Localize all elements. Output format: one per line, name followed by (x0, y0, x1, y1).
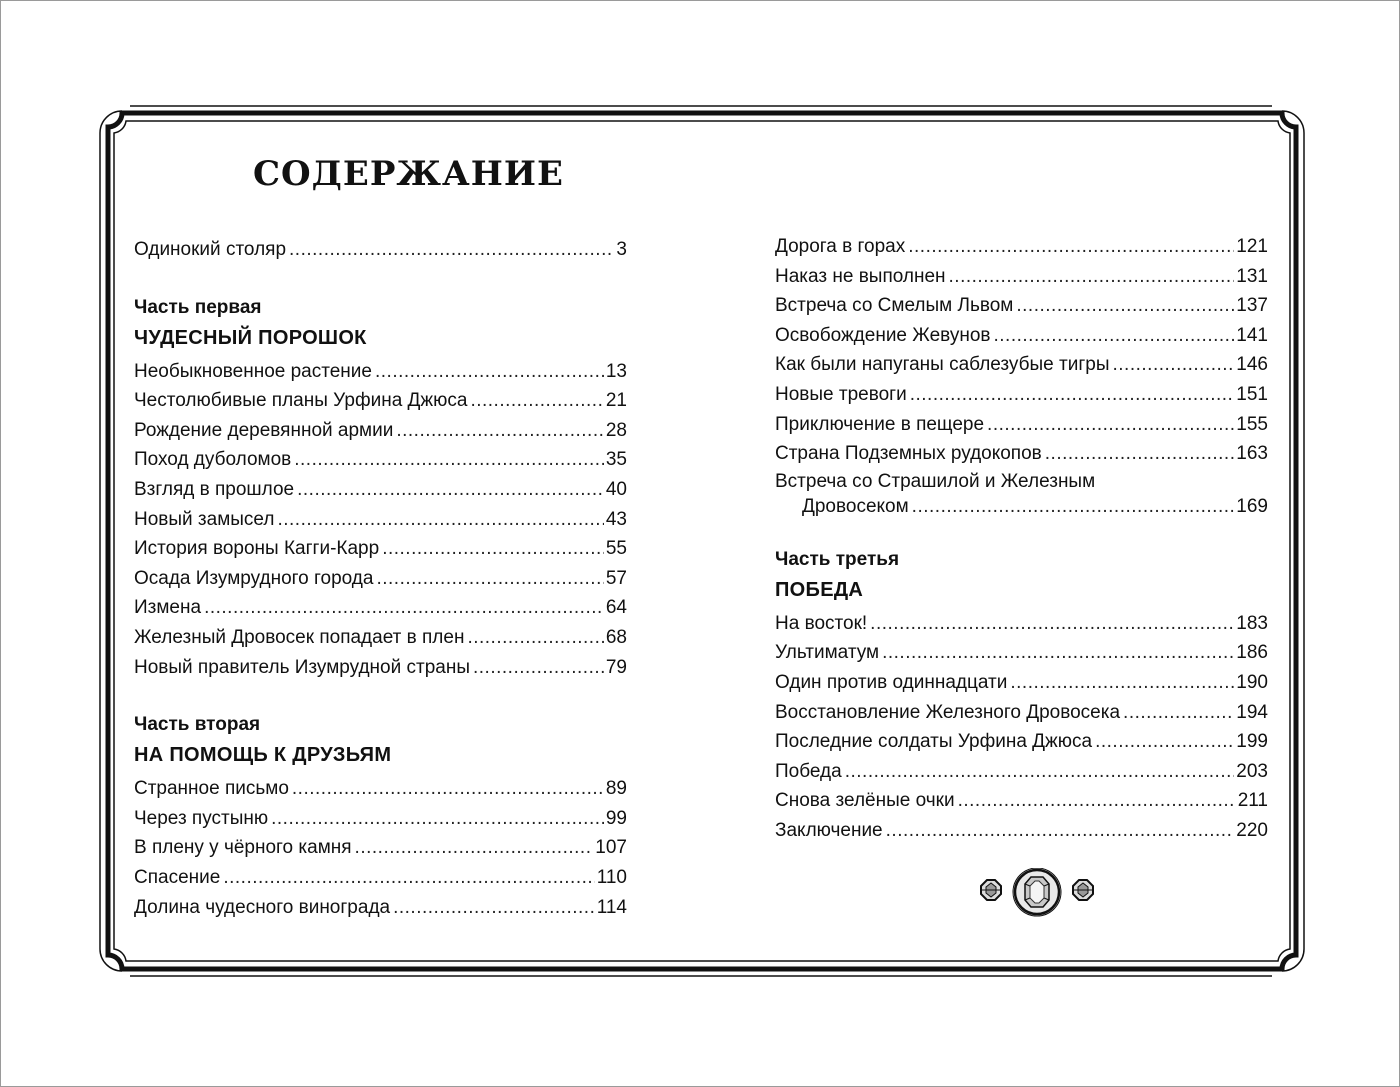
entry-page: 194 (1236, 701, 1268, 723)
toc-entry[interactable] (775, 638, 1268, 668)
entry-page: 68 (605, 626, 627, 648)
toc-entry[interactable] (134, 416, 627, 446)
toc-entry[interactable] (134, 357, 627, 387)
part-two-label: Часть вторая (134, 714, 261, 736)
dot-leader (987, 410, 1234, 440)
dot-leader (958, 786, 1236, 816)
entry-page: 13 (605, 360, 627, 382)
dot-leader (1113, 350, 1235, 380)
entry-title: Одинокий столяр (134, 239, 287, 260)
dot-leader (1095, 727, 1234, 757)
entry-page: 137 (1236, 295, 1268, 317)
toc-entry[interactable] (775, 321, 1268, 351)
toc-entry[interactable] (775, 291, 1268, 321)
entry-page: 89 (605, 778, 627, 800)
dot-leader (382, 534, 604, 564)
entry-title: Освобождение Жевунов (775, 324, 991, 346)
toc-right-column (775, 232, 1268, 846)
entry-title: Ультиматум (775, 642, 880, 664)
dot-leader (294, 445, 604, 475)
entry-title: Долина чудесного винограда (134, 896, 391, 918)
dot-leader (908, 232, 1234, 262)
toc-entry[interactable] (775, 439, 1268, 469)
entry-page: 220 (1236, 819, 1268, 841)
entry-title: Рождение деревянной армии (134, 419, 394, 441)
entry-title: Измена (134, 597, 202, 619)
dot-leader (1123, 698, 1234, 728)
toc-entry[interactable] (775, 380, 1268, 410)
entry-title: Железный Дровосек попадает в плен (134, 626, 465, 648)
part-one-title: ЧУДЕСНЫЙ ПОРОШОК (134, 326, 367, 349)
part-three-title: ПОБЕДА (775, 578, 864, 601)
entry-page: 55 (605, 538, 627, 560)
large-gem-icon (1013, 868, 1061, 916)
dot-leader (277, 505, 603, 535)
entry-page: 21 (605, 390, 627, 412)
toc-left-column (134, 235, 627, 922)
entry-page: 99 (605, 807, 627, 829)
entry-title: Последние солдаты Урфина Джюса (775, 731, 1093, 753)
part-two-chapters (134, 774, 627, 922)
toc-entry[interactable] (134, 505, 627, 535)
entry-title: Один против одиннадцати (775, 671, 1008, 693)
page-title: СОДЕРЖАНИЕ (253, 154, 564, 194)
toc-entry[interactable] (775, 786, 1268, 816)
dot-leader (289, 235, 614, 265)
entry-title: История вороны Кагги-Карр (134, 538, 380, 560)
entry-title: На восток! (775, 612, 868, 634)
dot-leader (297, 475, 604, 505)
dot-leader (223, 863, 594, 893)
entry-title: Наказ не выполнен (775, 265, 946, 287)
entry-title: Через пустыню (134, 807, 269, 829)
entry-page: 79 (605, 656, 627, 678)
entry-page: 146 (1236, 354, 1268, 376)
entry-title: Странное письмо (134, 778, 289, 800)
toc-entry[interactable] (775, 816, 1268, 846)
entry-page: 183 (1236, 612, 1268, 634)
entry-title: Взгляд в прошлое (134, 478, 295, 500)
toc-entry[interactable] (775, 609, 1268, 639)
toc-entry[interactable] (134, 534, 627, 564)
dot-leader (355, 833, 594, 863)
dot-leader (870, 609, 1234, 639)
entry-page: 155 (1236, 413, 1268, 435)
toc-entry[interactable] (134, 893, 627, 923)
entry-page: 121 (1236, 236, 1268, 257)
entry-page: 186 (1236, 642, 1268, 664)
entry-title: Новый замысел (134, 508, 275, 530)
dot-leader (271, 804, 604, 834)
entry-page: 114 (596, 896, 627, 918)
entry-page: 203 (1236, 760, 1268, 782)
entry-title: Дорога в горах (775, 236, 906, 257)
dot-leader (910, 380, 1235, 410)
entry-page: 211 (1237, 790, 1268, 812)
entry-page: 57 (605, 567, 627, 589)
toc-entry[interactable] (134, 653, 627, 683)
dot-leader (473, 653, 604, 683)
dot-leader (1010, 668, 1234, 698)
entry-page: 107 (595, 837, 627, 859)
entry-title: Необыкновенное растение (134, 360, 372, 382)
dot-leader (292, 774, 604, 804)
dot-leader (994, 321, 1235, 351)
toc-entry-prologue[interactable] (134, 235, 627, 265)
dot-leader (467, 623, 603, 653)
toc-entry[interactable] (134, 623, 627, 653)
dot-leader (886, 816, 1235, 846)
entry-page: 110 (596, 866, 627, 888)
entry-page: 35 (605, 449, 627, 471)
entry-title: Снова зелёные очки (775, 790, 955, 812)
dot-leader (1016, 291, 1234, 321)
entry-title: Новые тревоги (775, 383, 907, 405)
entry-title: Спасение (134, 866, 221, 888)
entry-page: 151 (1236, 383, 1268, 405)
entry-page: 169 (1236, 495, 1268, 517)
entry-title: Восстановление Железного Дровосека (775, 701, 1121, 723)
part-three-label: Часть третья (775, 548, 900, 570)
small-gem-icon (1073, 880, 1093, 900)
dot-leader (845, 757, 1235, 787)
dot-leader (375, 357, 604, 387)
toc-entry[interactable] (134, 564, 627, 594)
toc-entry[interactable] (134, 804, 627, 834)
toc-entry[interactable] (775, 232, 1268, 262)
dot-leader (912, 494, 1235, 519)
dot-leader (393, 893, 595, 923)
dot-leader (882, 638, 1234, 668)
dot-leader (470, 386, 603, 416)
toc-entry[interactable] (775, 262, 1268, 292)
part-two-chapters-continued (775, 232, 1268, 469)
toc-entry[interactable] (775, 410, 1268, 440)
dot-leader (1045, 439, 1235, 469)
entry-title: Осада Изумрудного города (134, 567, 374, 589)
part-three-chapters (775, 609, 1268, 846)
entry-page: 3 (616, 239, 627, 260)
toc-entry[interactable] (775, 350, 1268, 380)
entry-page: 64 (605, 597, 627, 619)
toc-entry-long[interactable] (775, 469, 1268, 519)
toc-entry[interactable] (134, 774, 627, 804)
entry-page: 163 (1236, 443, 1268, 465)
entry-title: Как были напуганы саблезубые тигры (775, 354, 1110, 376)
entry-title: Заключение (775, 819, 883, 841)
entry-page: 28 (605, 419, 627, 441)
gem-ornament-icon (975, 868, 1100, 918)
entry-page: 131 (1236, 265, 1268, 287)
entry-title: Страна Подземных рудокопов (775, 443, 1042, 465)
entry-title: Новый правитель Изумрудной страны (134, 656, 470, 678)
dot-leader (949, 262, 1235, 292)
entry-title-line2: Дровосеком (802, 495, 909, 517)
entry-page: 190 (1236, 671, 1268, 693)
dot-leader (396, 416, 604, 446)
toc-entry[interactable] (134, 386, 627, 416)
toc-entry[interactable] (134, 475, 627, 505)
entry-page: 141 (1236, 324, 1268, 346)
small-gem-icon (981, 880, 1001, 900)
entry-title: Честолюбивые планы Урфина Джюса (134, 390, 468, 412)
entry-title: Победа (775, 760, 842, 782)
dot-leader (376, 564, 603, 594)
entry-page: 43 (605, 508, 627, 530)
dot-leader (204, 593, 604, 623)
entry-page: 40 (605, 478, 627, 500)
toc-entry[interactable] (134, 863, 627, 893)
toc-entry[interactable] (775, 698, 1268, 728)
toc-entry[interactable] (134, 833, 627, 863)
toc-entry[interactable] (775, 668, 1268, 698)
part-two-title: НА ПОМОЩЬ К ДРУЗЬЯМ (134, 744, 392, 767)
toc-entry[interactable] (134, 445, 627, 475)
entry-page: 199 (1236, 731, 1268, 753)
entry-title: Поход дуболомов (134, 449, 292, 471)
toc-entry[interactable] (134, 593, 627, 623)
part-one-chapters (134, 357, 627, 683)
entry-title: В плену у чёрного камня (134, 837, 352, 859)
entry-title: Приключение в пещере (775, 413, 985, 435)
toc-entry[interactable] (775, 757, 1268, 787)
part-one-label: Часть первая (134, 296, 262, 318)
entry-title: Встреча со Смелым Львом (775, 295, 1014, 317)
toc-entry[interactable] (775, 727, 1268, 757)
entry-title-line1: Встреча со Страшилой и Железным (775, 470, 1096, 492)
